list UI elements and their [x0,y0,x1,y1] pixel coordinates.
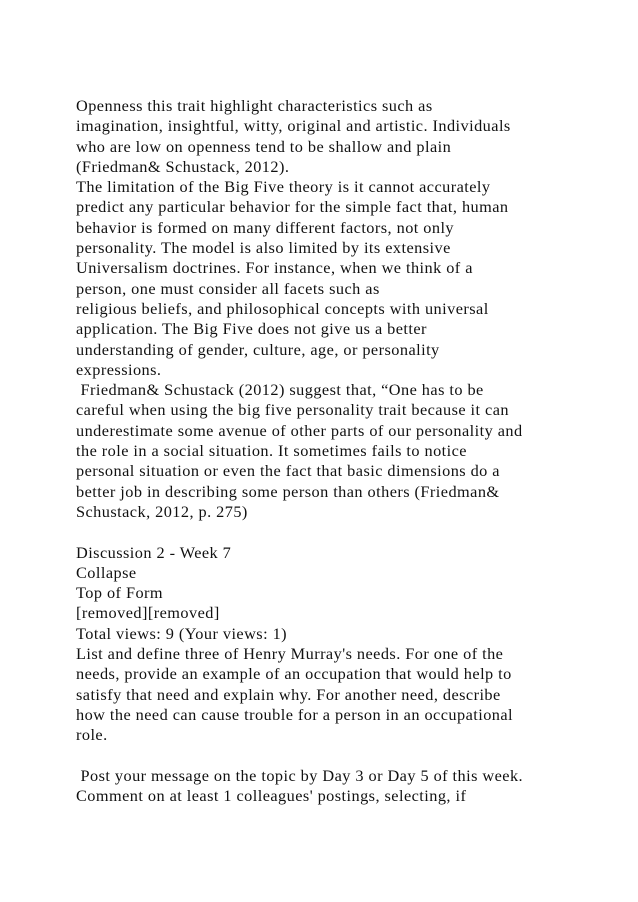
text-line: understanding of gender, culture, age, or personality [76,339,440,359]
collapse-link[interactable]: Collapse [76,562,137,582]
text-line: person, one must consider all facets such as [76,278,380,298]
text-line: personal situation or even the fact that basic dimensions do a [76,461,500,481]
blank-line [76,522,616,542]
text-line: application. The Big Five does not give us a better [76,319,427,339]
text-line: careful when using the big five personality trait because it can [76,400,509,420]
text-line: (Friedman& Schustack, 2012). [76,156,290,176]
text-line: personality. The model is also limited by its extensive [76,238,451,258]
text-line: Universalism doctrines. For instance, when we think of a [76,258,473,278]
text-line: List and define three of Henry Murray's needs. For one of the [76,644,504,664]
text-line: needs, provide an example of an occupation that would help to [76,664,512,684]
text-line: Friedman& Schustack (2012) suggest that, “One has to be [76,380,484,400]
text-line: who are low on openness tend to be shallow and plain [76,136,452,156]
text-line: underestimate some avenue of other parts of our personality and [76,420,523,440]
text-line: Openness this trait highlight characteristics such as [76,96,433,115]
text-line: Schustack, 2012, p. 275) [76,501,248,521]
text-line: how the need can cause trouble for a person in an occupational [76,704,514,724]
text-line: expressions. [76,359,162,379]
text-line: The limitation of the Big Five theory is it cannot accurately [76,177,491,197]
text-line: predict any particular behavior for the simple fact that, human [76,197,509,217]
text-line: religious beliefs, and philosophical concepts with universal [76,298,489,318]
discussion-heading: Discussion 2 - Week 7 [76,542,232,562]
removed-placeholder-text: [removed][removed] [76,603,220,623]
total-views-text: Total views: 9 (Your views: 1) [76,623,288,643]
top-of-form-text: Top of Form [76,583,164,603]
document-text [76,96,616,806]
text-line: imagination, insightful, witty, original and artistic. Individuals [76,116,511,136]
text-line: behavior is formed on many different factors, not only [76,217,455,237]
text-line: role. [76,725,108,745]
text-line: Comment on at least 1 colleagues' postings, selecting, if [76,786,467,806]
text-line: satisfy that need and explain why. For another need, describe [76,684,501,704]
blank-line [76,746,616,766]
text-line: Post your message on the topic by Day 3 or Day 5 of this week. [76,765,524,785]
text-line: the role in a social situation. It sometimes fails to notice [76,441,467,461]
text-line: better job in describing some person than others (Friedman& [76,481,500,501]
